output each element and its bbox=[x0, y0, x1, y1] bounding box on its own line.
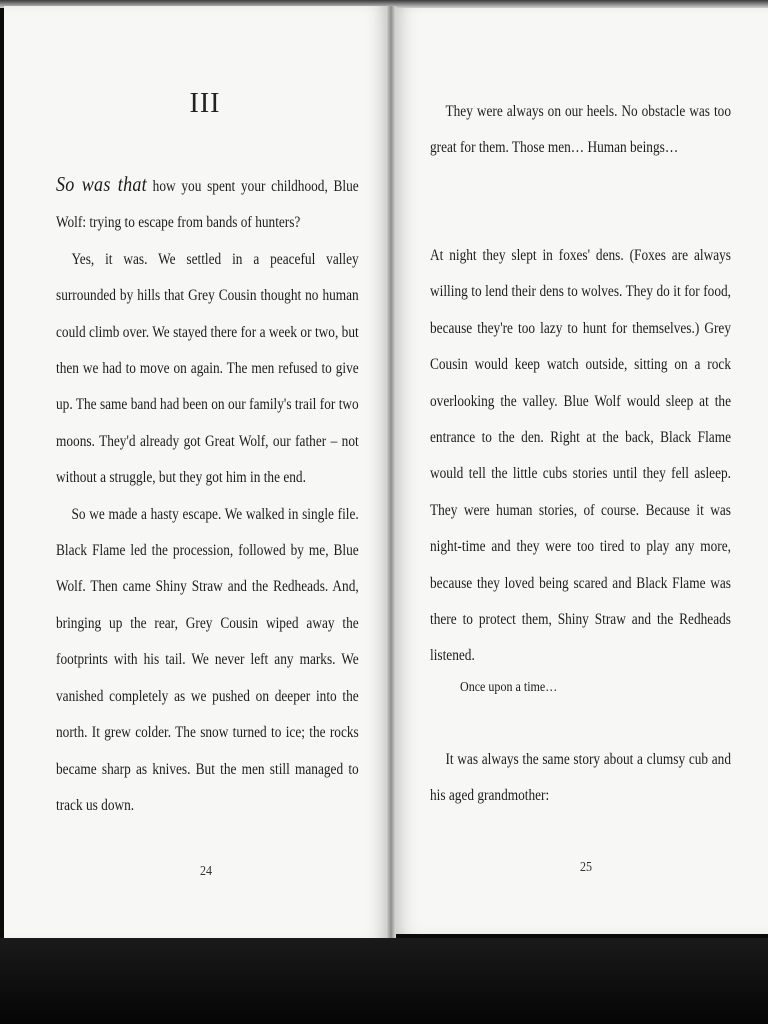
paragraph: Yes, it was. We settled in a peaceful valley surrounded by hills that Grey Cousin thought no human could climb over. We stayed there for a week or two, but then we had to move on again. The men refused to give up. The same band had been on our family's trail for two moons. They'd already got Great Wolf, our father – not without a struggle, but they got him in the end. bbox=[56, 250, 359, 487]
paragraph: So we made a hasty escape. We walked in single file. Black Flame led the procession, followed by me, Blue Wolf. Then came Shiny Straw and the Redheads. And, bringing up the rear, Grey Cousin wiped away the footprints with his tail. We never left any marks. We vanished completely as we pushed on deeper into the north. It grew colder. The snow turned to ice; the rocks became sharp as knives. But the men still managed to track us down. bbox=[56, 505, 359, 814]
paragraph: At night they slept in foxes' dens. (Foxes are always willing to lend their dens to wolves. They do it for food, because they're too lazy to hunt for themselves.) Grey Cousin would keep watch outside, sitting on a rock overlooking the valley. Blue Wolf would sleep at the entrance to the den. Right at the back, Black Flame would tell the little cubs stories until they fell asleep. They were human stories, of course. Because it was night-time and they were too tired to play any more, because they loved being scared and Black Flame was there to protect them, Shiny Straw and the Redheads listened. bbox=[430, 247, 731, 665]
left-page-text bbox=[56, 166, 359, 824]
page-number-left: 24 bbox=[200, 864, 213, 879]
page-number-right: 25 bbox=[580, 860, 593, 875]
opening-question bbox=[56, 166, 359, 242]
paragraph: It was always the same story about a clumsy cub and his aged grandmother: bbox=[430, 751, 731, 805]
chapter-heading: III bbox=[189, 88, 221, 119]
book-gutter bbox=[386, 6, 396, 938]
paragraph: They were always on our heels. No obstacle was too great for them. Those men… Human beings… bbox=[430, 103, 731, 157]
lead-phrase: So was that bbox=[56, 172, 147, 196]
story-opening: Once upon a time… bbox=[460, 680, 558, 695]
question-text: how you spent your childhood, Blue Wolf: trying to escape from bands of hunters? bbox=[56, 178, 359, 232]
scan-background bbox=[0, 938, 768, 1024]
